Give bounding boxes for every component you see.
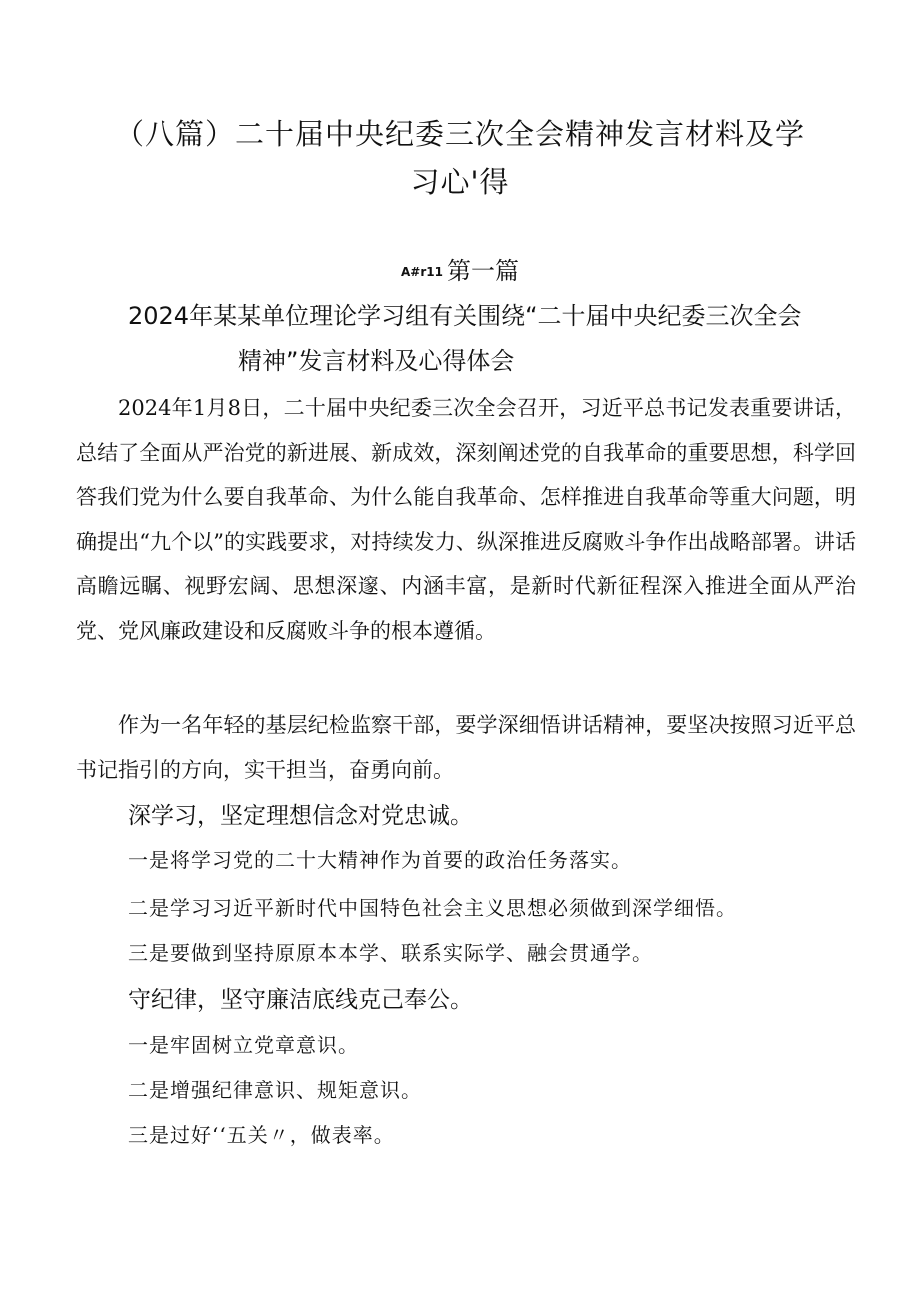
article-subtitle-line-2: 精神”发言材料及心得体会 xyxy=(238,347,515,375)
list-item: 一是牢固树立党章意识。 xyxy=(128,1033,359,1057)
document-title-line-1: （八篇）二十届中央纪委三次全会精神发言材料及学 xyxy=(114,117,805,151)
body-paragraph: 2024年1月8日，二十届中央纪委三次全会召开，习近平总书记发表重要讲话，总结了全面从严治党的新进展、新成效，深刻阐述党的自我革命的重要思想，科学回答我们党为什么要自我革命、为什么能自我革命、怎样推进自我革命等重大问题，明确提出“九个以”的实践要求，对持续发力、纵深推进反腐败斗争作出战略部署。讲话高瞻远瞩、视野宏阔、思想深邃、内涵丰富，是新时代新征程深入推进全面从严治党、党风廉政建设和反腐败斗争的根本遵循。 xyxy=(76,396,856,643)
body-paragraph: 作为一名年轻的基层纪检监察干部，要学深细悟讲话精神，要坚决按照习近平总书记指引的方向，实干担当，奋勇向前。 xyxy=(76,713,856,782)
list-item: 三是要做到坚持原原本本学、联系实际学、融会贯通学。 xyxy=(128,941,653,965)
list-item: 二是增强纪律意识、规矩意识。 xyxy=(128,1078,422,1102)
section-label xyxy=(0,255,920,288)
list-item: 一是将学习党的二十大精神作为首要的政治任务落实。 xyxy=(128,848,632,872)
section-heading: 深学习，坚定理想信念对党忠诚。 xyxy=(128,803,473,829)
section-marker: A#r11 xyxy=(401,265,443,279)
section-heading: 守纪律，坚守廉洁底线克己奉公。 xyxy=(128,987,473,1013)
document-title-line-2: 习心'得 xyxy=(410,165,510,199)
article-subtitle-line-1: 2024年某某单位理论学习组有关围绕“二十届中央纪委三次全会 xyxy=(128,302,802,330)
section-label-text: 第一篇 xyxy=(446,257,519,285)
list-item: 三是过好‘‘五关〃，做表率。 xyxy=(128,1123,395,1147)
list-item: 二是学习习近平新时代中国特色社会主义思想必须做到深学细悟。 xyxy=(128,896,737,920)
